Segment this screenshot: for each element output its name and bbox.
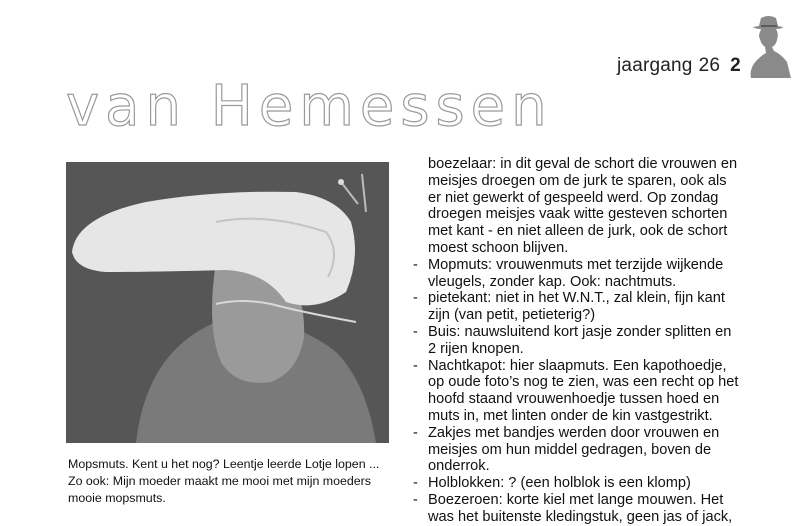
bullet-dash: - <box>413 256 418 273</box>
caption-line: mooie mopsmuts. <box>68 491 166 505</box>
bullet-dash: - <box>413 323 418 340</box>
photo-woman-mopsmuts <box>66 162 389 443</box>
bullet-dash: - <box>413 357 418 374</box>
text-line: hoofd staand vrouwenhoedje tussen hoed en <box>428 391 720 408</box>
text-line: muts in, met linten onder de kin vastgestrikt. <box>428 407 713 424</box>
glossary-item-zakjes <box>413 425 798 475</box>
bullet-dash: - <box>413 290 418 307</box>
page-title: van Hemessen <box>66 74 553 139</box>
text-line: zijn (van petit, petieterig?) <box>428 307 596 324</box>
text-line: meisjes droegen om de jurk te sparen, ook als <box>428 172 727 189</box>
page-number: 2 <box>730 55 741 76</box>
text-line: Zakjes met bandjes werden door vrouwen en <box>428 424 720 441</box>
glossary-item-holblokken <box>413 475 798 492</box>
glossary-item-boezeroen <box>413 492 798 526</box>
text-line: Holblokken: ? (een holblok is een klomp) <box>428 475 691 492</box>
volume-number: 26 <box>698 55 721 76</box>
glossary-item-pietekant <box>413 290 798 324</box>
jaargang-label: jaargang <box>617 55 693 76</box>
glossary-item-nachtkapot <box>413 358 798 425</box>
glossary-item-buis <box>413 324 798 358</box>
text-line: was het buitenste kledingstuk, geen jas of jack, <box>428 508 733 525</box>
text-line: met kant - en niet alleen de jurk, ook de schort <box>428 223 728 240</box>
text-line: moest schoon blijven. <box>428 239 569 256</box>
text-line: op oude foto’s nog te zien, was een recht op het <box>428 374 739 391</box>
issue-info <box>617 55 741 77</box>
text-line: meisjes om hun middel gedragen, boven de <box>428 441 712 458</box>
bullet-dash: - <box>413 424 418 441</box>
man-with-hat-silhouette-icon <box>745 12 791 78</box>
text-line: droegen meisjes vaak witte gesteven schorten <box>428 206 728 223</box>
text-line: onderrok. <box>428 458 490 475</box>
text-line: Mopmuts: vrouwenmuts met terzijde wijkende <box>428 256 724 273</box>
caption-line: Zo ook: Mijn moeder maakt me mooi met mijn moeders <box>68 474 371 488</box>
photo-caption <box>68 456 398 507</box>
bullet-dash: - <box>413 491 418 508</box>
text-line: Buis: nauwsluitend kort jasje zonder splitten en <box>428 323 732 340</box>
text-line: vleugels, zonder kap. Ook: nachtmuts. <box>428 273 677 290</box>
bullet-dash: - <box>413 475 418 492</box>
glossary-column <box>413 156 798 526</box>
glossary-item-mopmuts <box>413 257 798 291</box>
text-line: er niet gewerkt of gespeeld werd. Op zondag <box>428 189 719 206</box>
text-line: pietekant: niet in het W.N.T., zal klein, fijn kant <box>428 290 725 307</box>
text-line: 2 rijen knopen. <box>428 340 524 357</box>
text-line: Nachtkapot: hier slaapmuts. Een kapothoedje, <box>428 357 727 374</box>
intro-paragraph <box>413 156 798 257</box>
caption-line: Mopsmuts. Kent u het nog? Leentje leerde Lotje lopen ... <box>68 457 380 471</box>
text-line: Boezeroen: korte kiel met lange mouwen. Het <box>428 491 724 508</box>
text-line: boezelaar: in dit geval de schort die vrouwen en <box>428 156 738 172</box>
